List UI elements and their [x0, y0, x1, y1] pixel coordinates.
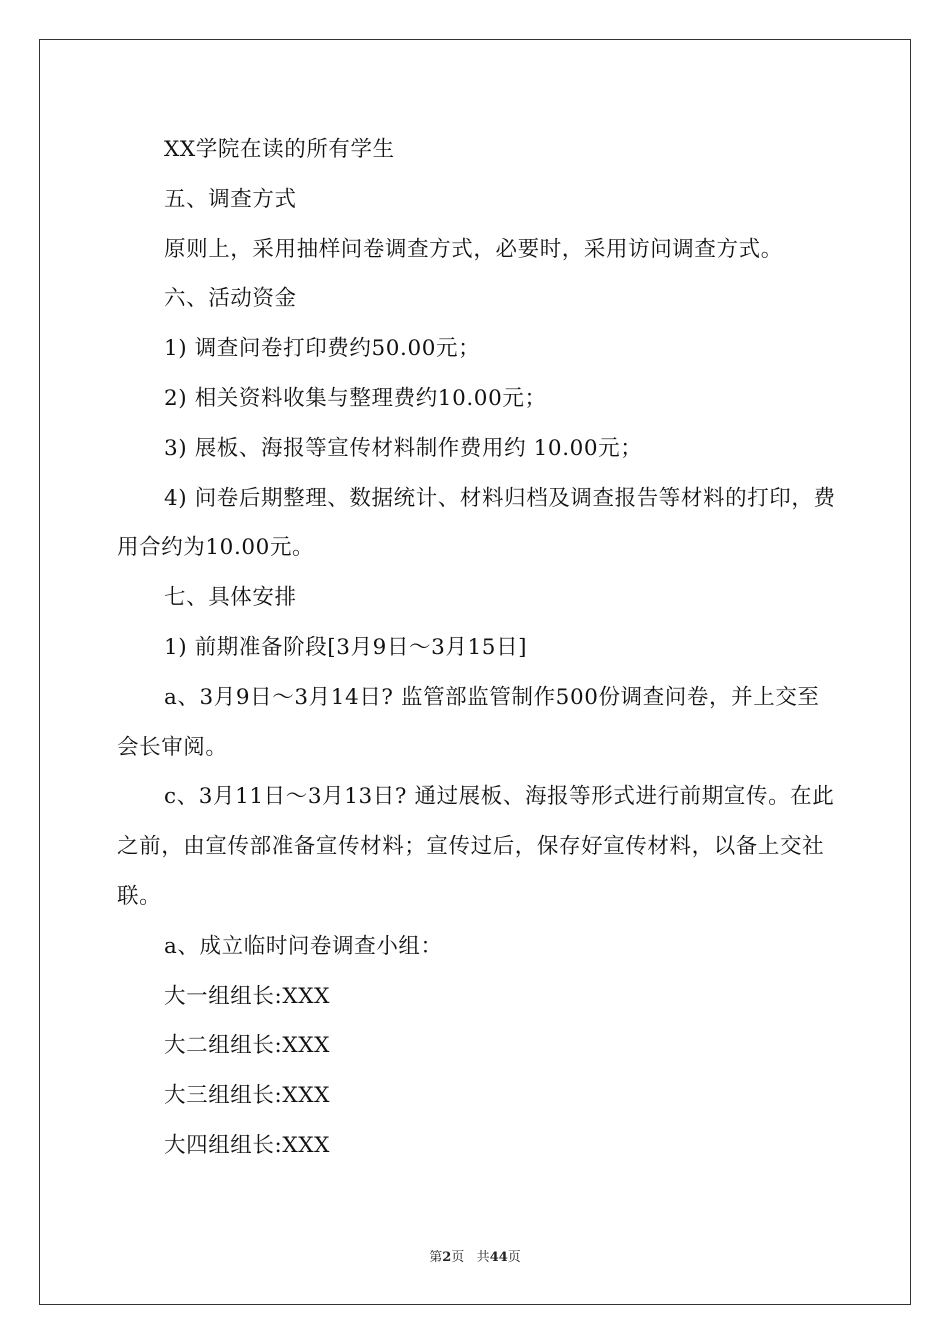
- paragraph: c、3月11日～3月13日? 通过展板、海报等形式进行前期宣传。在此之前，由宣传部准备宣传材料；宣传过后，保存好宣传材料，以备上交社联。: [117, 784, 835, 909]
- paragraph: 原则上，采用抽样问卷调查方式，必要时，采用访问调查方式。: [164, 236, 783, 262]
- footer-prefix: 第: [429, 1250, 443, 1265]
- paragraph: 4) 问卷后期整理、数据统计、材料归档及调查报告等材料的打印，费用合约为10.00元。: [117, 485, 836, 561]
- document-body: [117, 125, 837, 1171]
- page-footer: [0, 1246, 950, 1265]
- paragraph: 五、调查方式: [164, 186, 297, 212]
- paragraph: 2) 相关资料收集与整理费约10.00元；: [164, 385, 547, 411]
- paragraph: a、成立临时问卷调查小组：: [164, 933, 443, 959]
- current-page-number: 2: [442, 1250, 452, 1265]
- footer-total-suffix: 页: [507, 1250, 521, 1265]
- paragraph: 大四组组长:XXX: [164, 1132, 331, 1158]
- paragraph: 3) 展板、海报等宣传材料制作费用约 10.00元；: [164, 435, 643, 461]
- paragraph: a、3月9日～3月14日? 监管部监管制作500份调查问卷，并上交至会长审阅。: [117, 684, 820, 760]
- paragraph: 1) 调查问卷打印费约50.00元；: [164, 336, 481, 362]
- footer-total-prefix: 共: [476, 1250, 490, 1265]
- paragraph: 六、活动资金: [164, 286, 297, 312]
- paragraph: 大一组组长:XXX: [164, 983, 331, 1009]
- paragraph: 1) 前期准备阶段[3月9日～3月15日]: [164, 634, 528, 660]
- paragraph: 大二组组长:XXX: [164, 1033, 331, 1059]
- paragraph: XX学院在读的所有学生: [164, 137, 395, 162]
- total-page-count: 44: [489, 1250, 508, 1265]
- paragraph: 大三组组长:XXX: [164, 1083, 331, 1109]
- footer-page-suffix: 页: [451, 1250, 465, 1265]
- paragraph: 七、具体安排: [164, 585, 297, 611]
